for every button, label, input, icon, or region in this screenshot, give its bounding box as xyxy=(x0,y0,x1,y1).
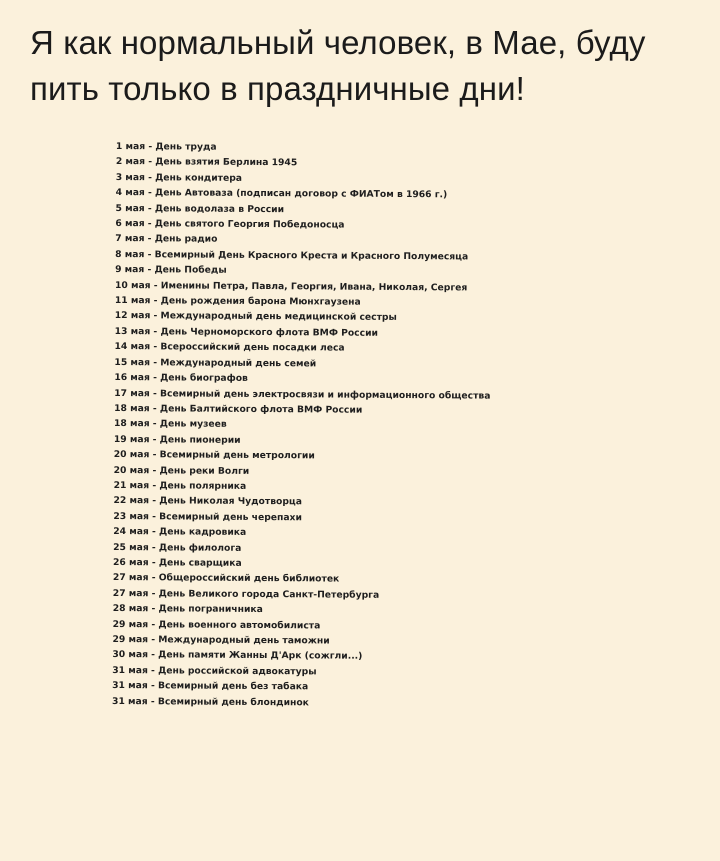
holiday-item: 21 мая - День полярника xyxy=(113,479,247,492)
may-holidays-list xyxy=(112,139,636,713)
holiday-item: 8 мая - Всемирный День Красного Креста и Красного Полумесяца xyxy=(115,248,469,263)
holiday-item: 3 мая - День кондитера xyxy=(115,171,243,184)
holiday-item: 27 мая - День Великого города Санкт-Петербурга xyxy=(112,587,380,601)
holiday-item: 24 мая - День кадровика xyxy=(113,526,247,539)
holiday-item: 12 мая - Международный день медицинской сестры xyxy=(114,310,397,324)
holiday-item: 10 мая - Именины Петра, Павла, Георгия, Ивана, Николая, Сергея xyxy=(114,279,468,294)
holiday-item: 17 мая - Всемирный день электросвязи и информационного общества xyxy=(114,387,491,402)
holiday-item: 16 мая - День биографов xyxy=(114,372,248,385)
holiday-item: 27 мая - Общероссийский день библиотек xyxy=(112,572,340,585)
holiday-item: 26 мая - День сварщика xyxy=(113,556,242,569)
holiday-item: 15 мая - Международный день семей xyxy=(114,356,317,370)
holiday-item: 31 мая - Всемирный день блондинок xyxy=(112,695,309,708)
holiday-item: 13 мая - День Черноморского флота ВМФ России xyxy=(114,325,379,339)
holiday-item: 19 мая - День пионерии xyxy=(113,433,241,446)
holiday-item: 11 мая - День рождения барона Мюнхгаузена xyxy=(114,295,361,308)
holiday-item: 1 мая - День труда xyxy=(115,140,217,153)
holiday-item: 5 мая - День водолаза в России xyxy=(115,202,285,215)
holiday-item: 9 мая - День Победы xyxy=(115,264,227,277)
holiday-item: 4 мая - День Автоваза (подписан договор с ФИАТом в 1966 г.) xyxy=(115,187,448,201)
holiday-item: 20 мая - Всемирный день метрологии xyxy=(113,449,315,462)
meme-headline: Я как нормальный человек, в Мае, буду пить только в праздничные дни! xyxy=(30,24,646,107)
holiday-item: 25 мая - День филолога xyxy=(113,541,242,554)
holiday-item: 6 мая - День святого Георгия Победоносца xyxy=(115,218,345,231)
holiday-item: 31 мая - День российской адвокатуры xyxy=(112,664,317,678)
holiday-item: 7 мая - День радио xyxy=(115,233,218,246)
holiday-item: 23 мая - Всемирный день черепахи xyxy=(113,510,302,524)
holiday-item: 31 мая - Всемирный день без табака xyxy=(112,680,309,693)
holiday-item: 30 мая - День памяти Жанны Д'Арк (сожгли...) xyxy=(112,649,363,663)
holiday-item: 18 мая - День Балтийского флота ВМФ России xyxy=(114,402,363,416)
holiday-item: 14 мая - Всероссийский день посадки леса xyxy=(114,341,345,354)
holiday-item: 2 мая - День взятия Берлина 1945 xyxy=(115,156,298,169)
holiday-item: 28 мая - День пограничника xyxy=(112,603,263,616)
holiday-item: 29 мая - Международный день таможни xyxy=(112,633,330,647)
holiday-item: 22 мая - День Николая Чудотворца xyxy=(113,495,302,508)
holiday-item: 20 мая - День реки Волги xyxy=(113,464,250,477)
holiday-item: 29 мая - День военного автомобилиста xyxy=(112,618,321,632)
holiday-item: 18 мая - День музеев xyxy=(113,418,227,431)
